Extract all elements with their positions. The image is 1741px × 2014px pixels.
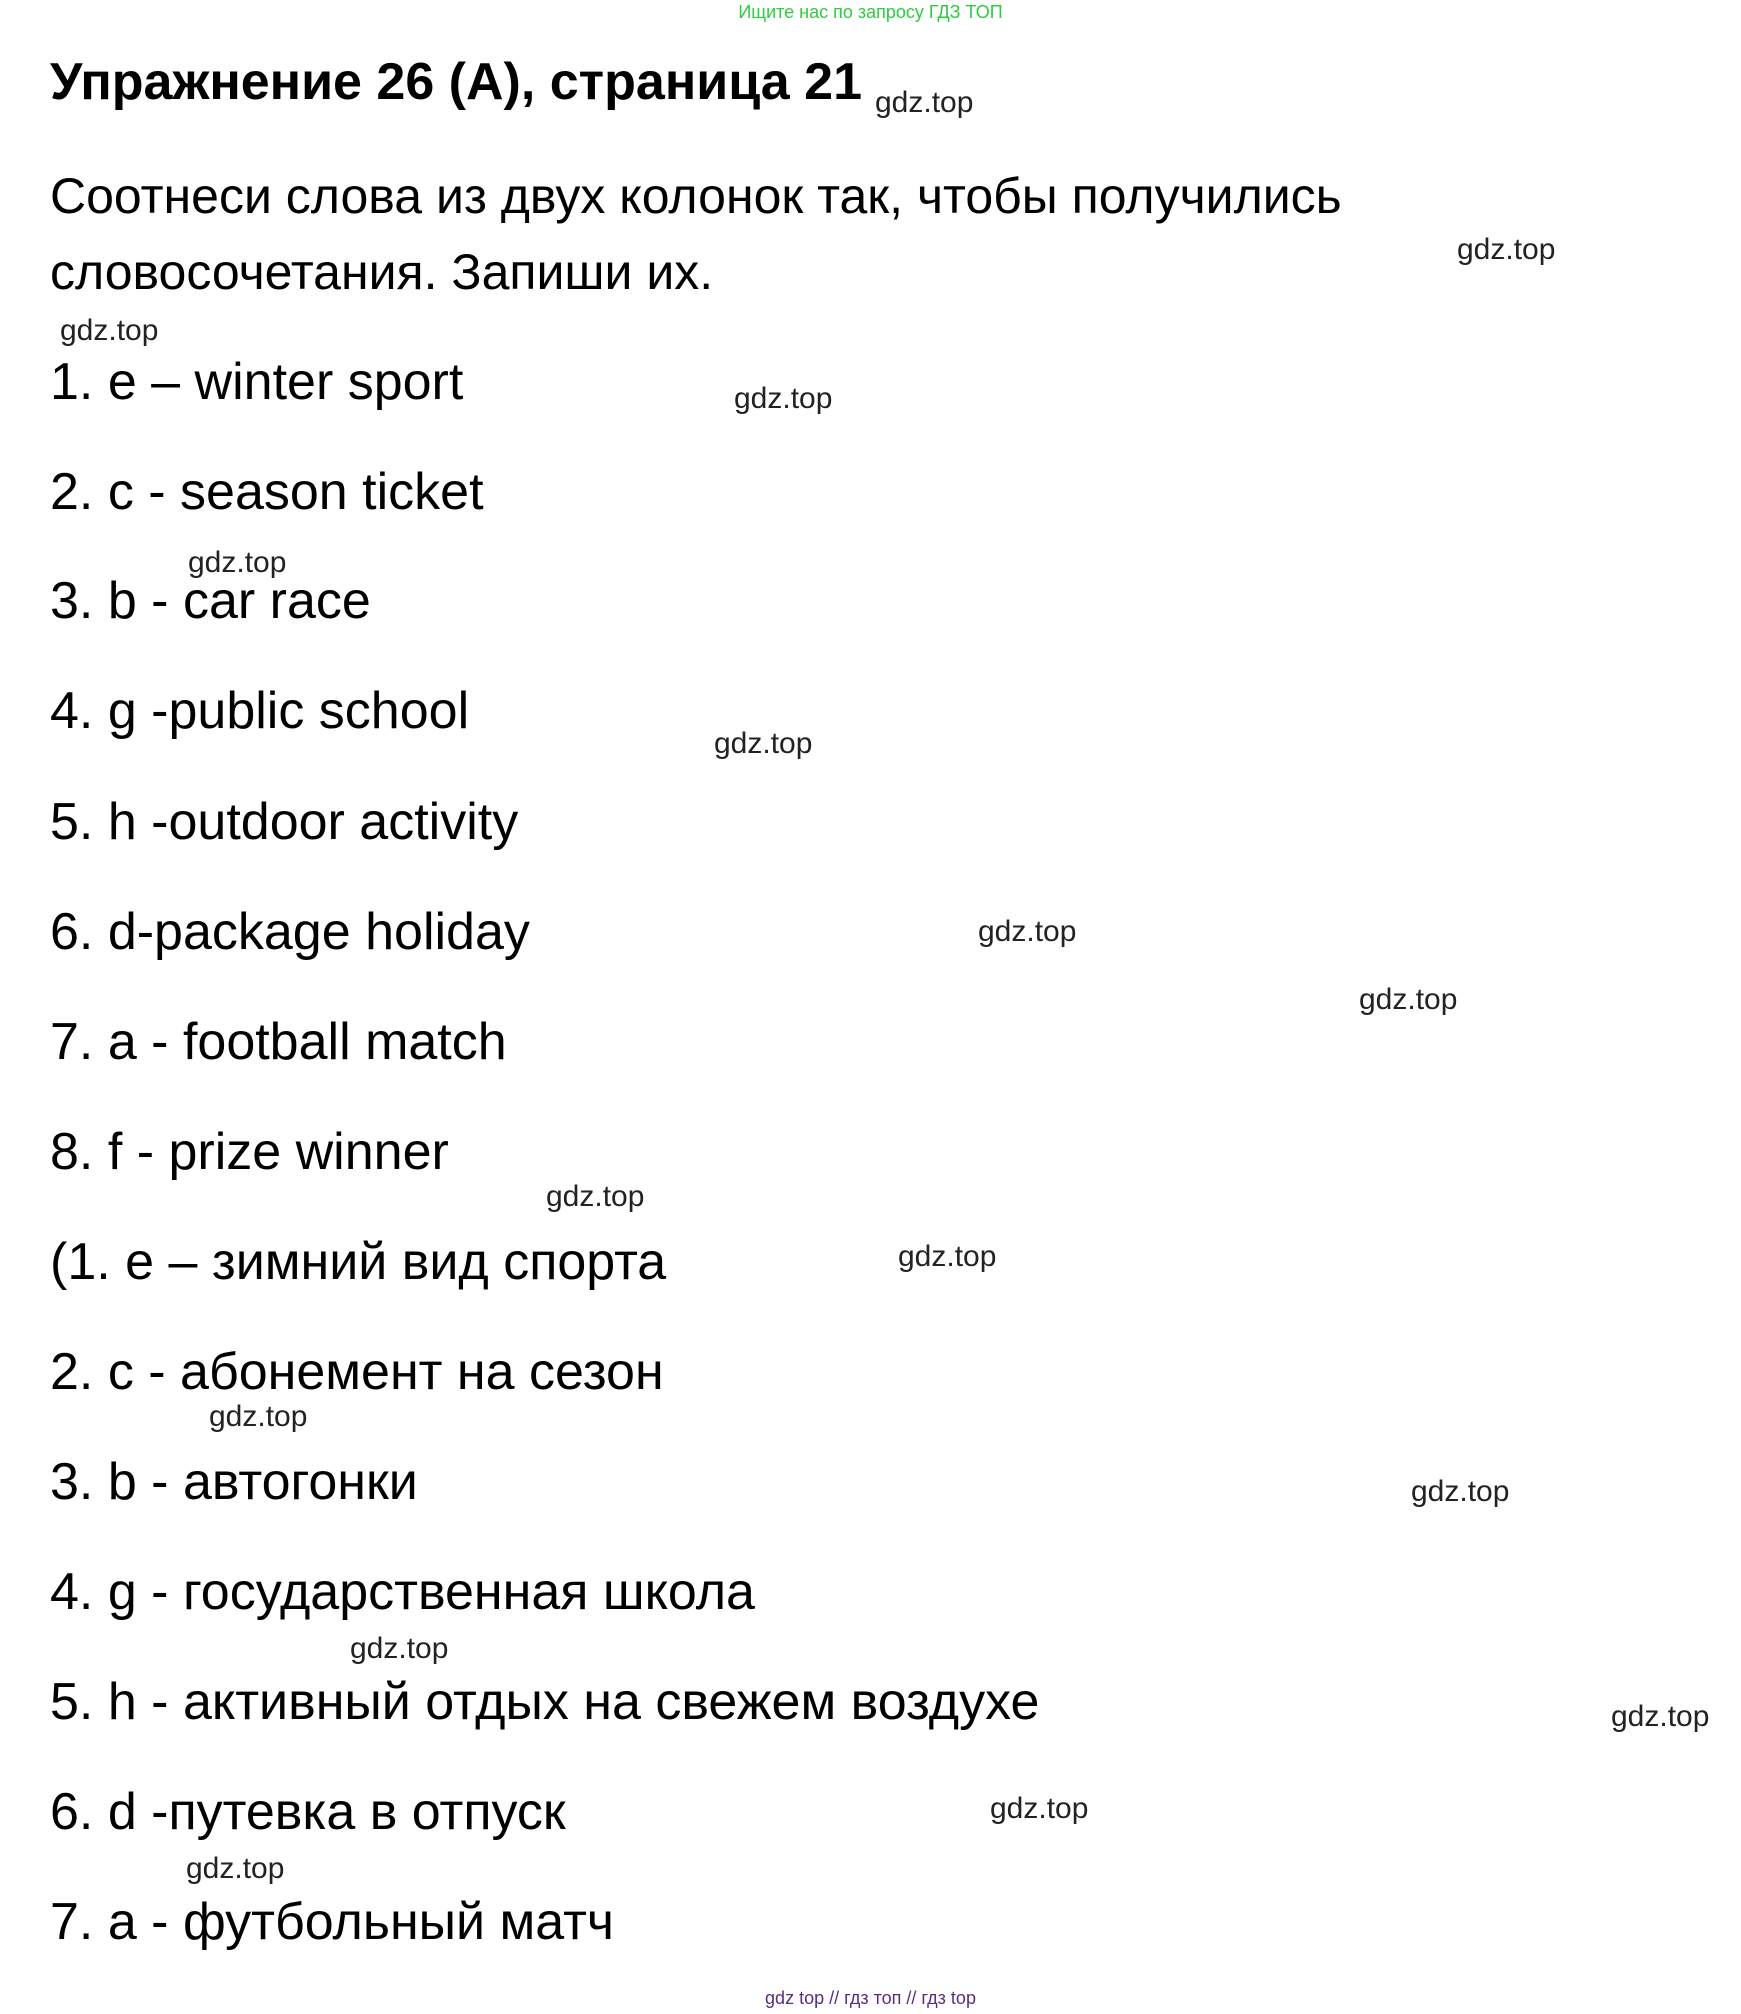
watermark: gdz.top [734,382,833,415]
answer-en-5: 5. h -outdoor activity [50,793,519,851]
answer-ru-2: 2. c - абонемент на сезон [50,1343,664,1401]
watermark: gdz.top [1411,1475,1510,1508]
top-banner: Ищите нас по запросу ГДЗ ТОП [738,2,1003,22]
answer-en-8: 8. f - prize winner [50,1123,449,1181]
watermark: gdz.top [714,727,813,760]
watermark: gdz.top [546,1180,645,1213]
task-text: Соотнеси слова из двух колонок так, чтобы получились словосочетания. Запиши их. [50,168,1342,300]
watermark: gdz.top [898,1240,997,1273]
answer-en-6: 6. d-package holiday [50,903,530,961]
answer-en-4: 4. g -public school [50,682,470,740]
watermark: gdz.top [186,1852,285,1885]
answer-ru-6: 6. d -путевка в отпуск [50,1783,566,1841]
answer-en-2: 2. c - season ticket [50,463,484,521]
watermark: gdz.top [875,86,974,119]
watermark: gdz.top [60,314,159,347]
answer-ru-3: 3. b - автогонки [50,1453,418,1511]
answer-ru-5: 5. h - активный отдых на свежем воздухе [50,1673,1040,1731]
watermark: gdz.top [978,915,1077,948]
page-title: Упражнение 26 (А), страница 21 [50,53,863,111]
watermark: gdz.top [1611,1700,1710,1733]
footer-links: gdz top // гдз топ // гдз top [765,1988,976,2008]
watermark: gdz.top [350,1632,449,1665]
watermark: gdz.top [990,1792,1089,1825]
watermark: gdz.top [209,1400,308,1433]
answer-en-7: 7. a - football match [50,1013,507,1071]
answer-ru-7: 7. a - футбольный матч [50,1893,614,1951]
answer-en-3: 3. b - car race [50,572,371,630]
watermark: gdz.top [1457,233,1556,266]
watermark: gdz.top [1359,983,1458,1016]
answer-ru-4: 4. g - государственная школа [50,1563,755,1621]
watermark: gdz.top [188,546,287,579]
answer-ru-1: (1. e – зимний вид спорта [50,1233,667,1291]
answer-en-1: 1. e – winter sport [50,353,464,411]
